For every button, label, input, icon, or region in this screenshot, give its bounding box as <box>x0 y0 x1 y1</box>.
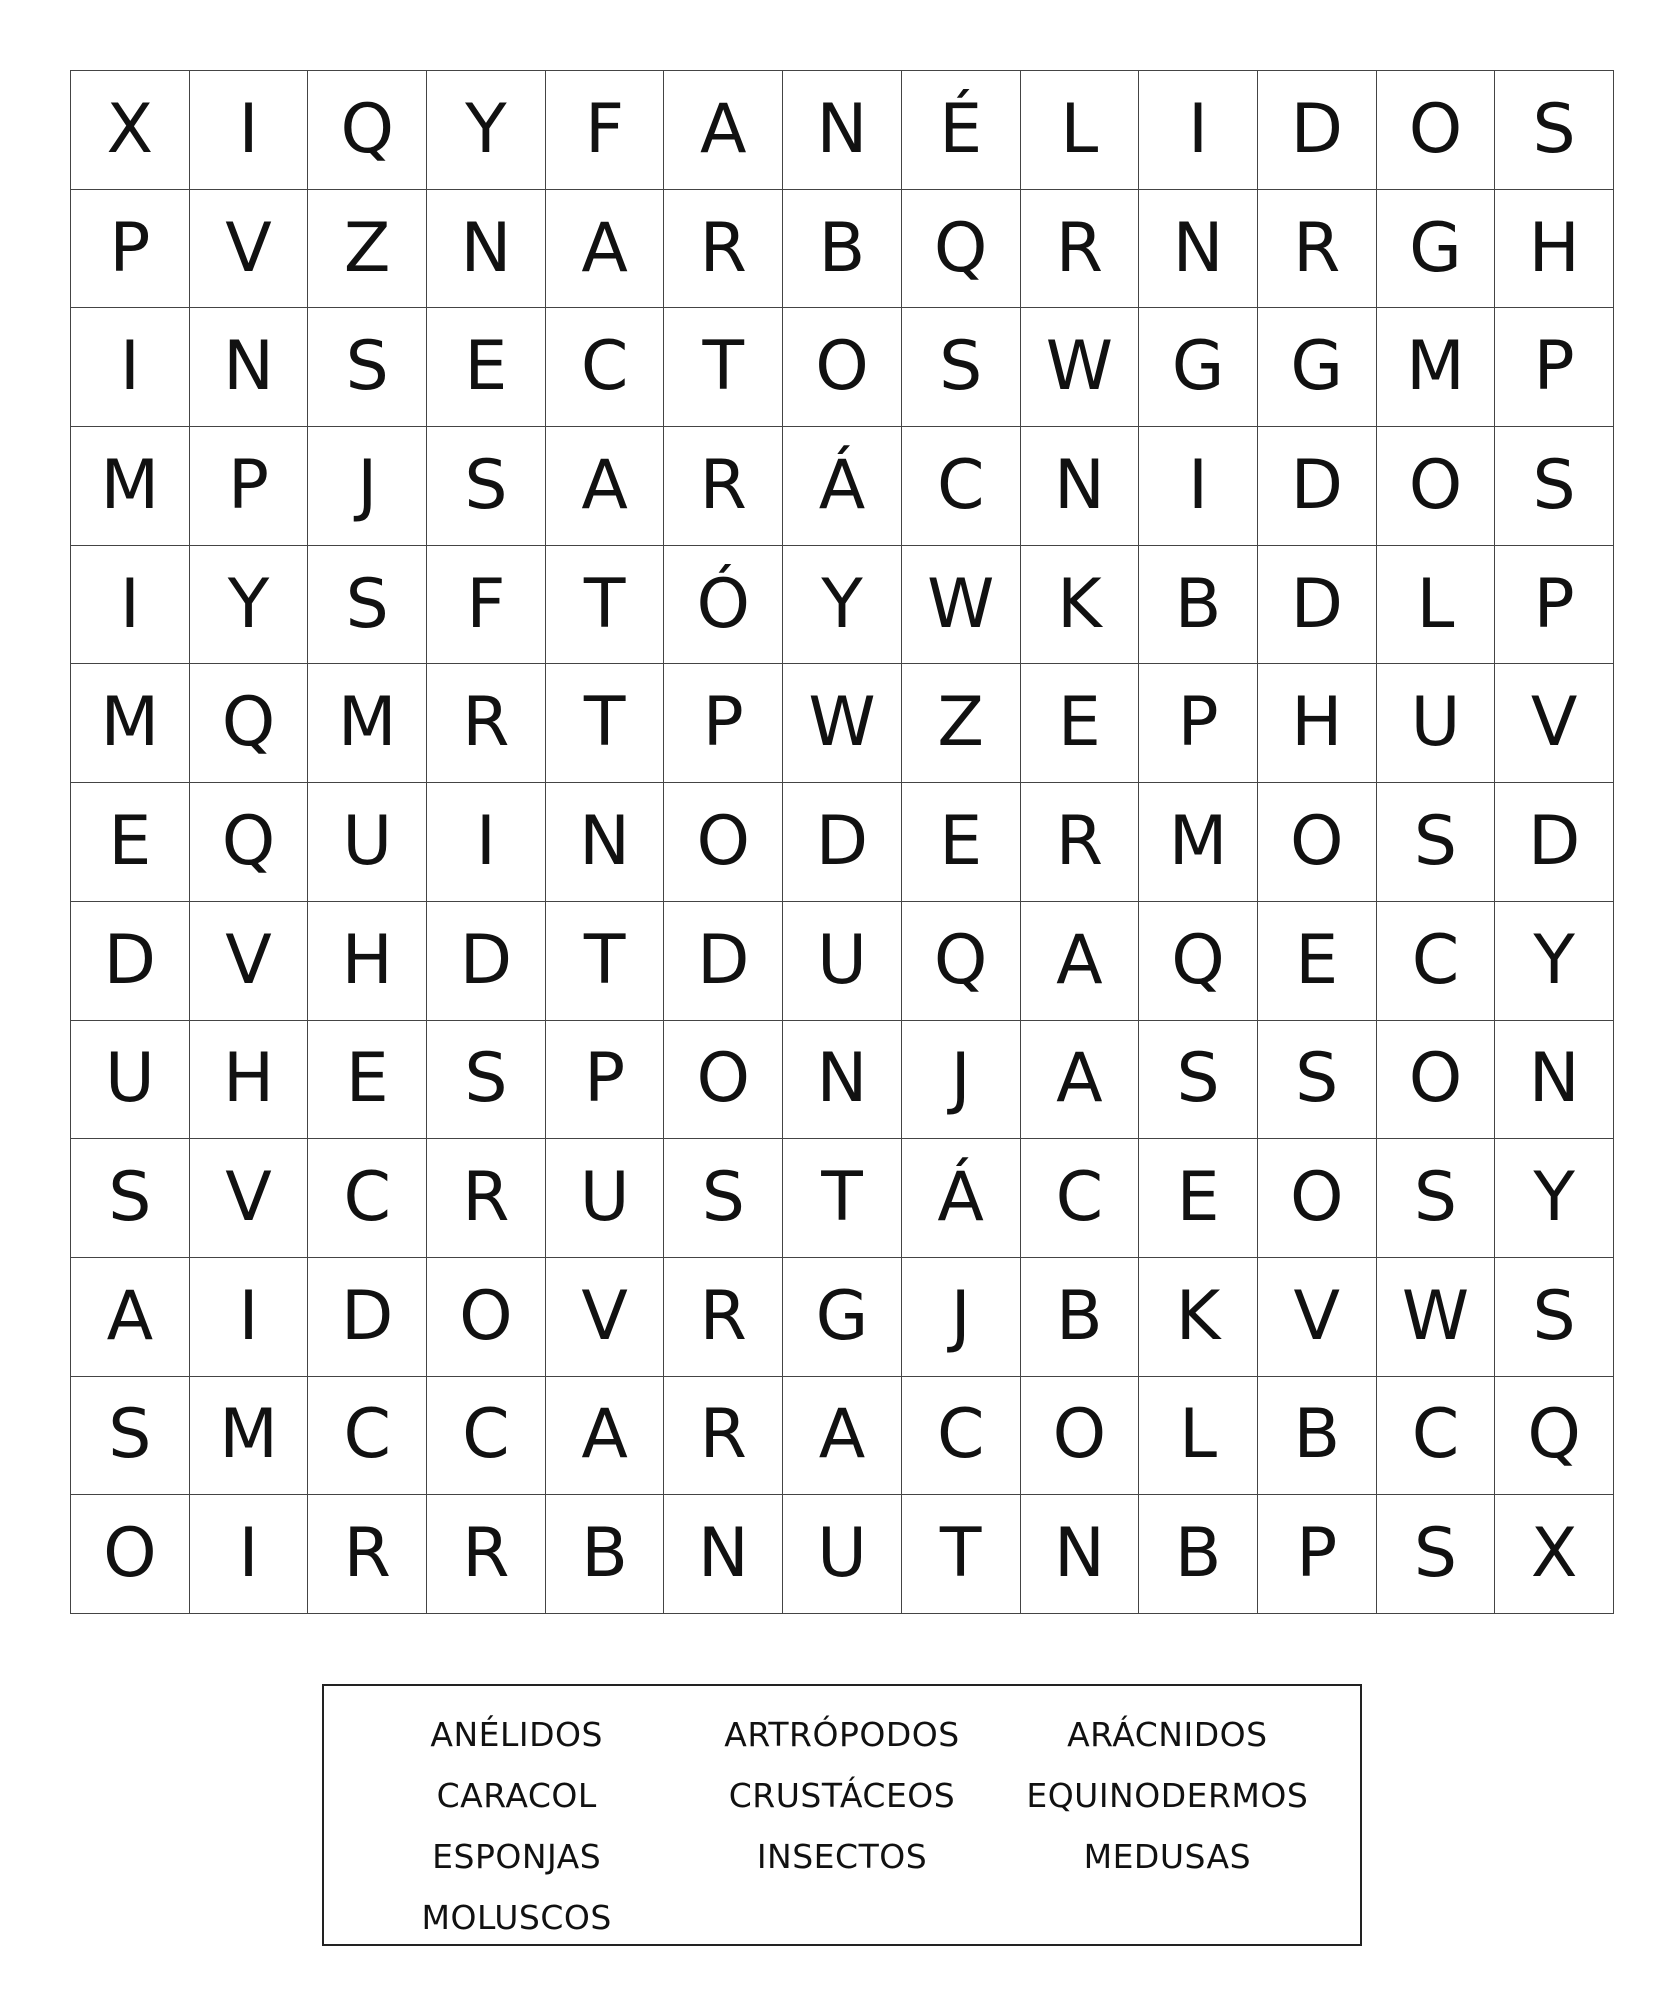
grid-cell[interactable]: W <box>783 664 902 783</box>
grid-cell[interactable]: B <box>1021 1258 1140 1377</box>
grid-cell[interactable]: Q <box>1139 902 1258 1021</box>
grid-cell[interactable]: P <box>546 1021 665 1140</box>
grid-cell[interactable]: S <box>1258 1021 1377 1140</box>
grid-cell[interactable]: U <box>783 1495 902 1614</box>
grid-cell[interactable]: H <box>1258 664 1377 783</box>
grid-cell[interactable]: M <box>1139 783 1258 902</box>
grid-cell[interactable]: F <box>427 546 546 665</box>
grid-cell[interactable]: D <box>1258 546 1377 665</box>
grid-cell[interactable]: S <box>664 1139 783 1258</box>
grid-cell[interactable]: L <box>1139 1377 1258 1496</box>
grid-cell[interactable]: R <box>664 190 783 309</box>
grid-cell[interactable]: R <box>1258 190 1377 309</box>
grid-cell[interactable]: C <box>902 1377 1021 1496</box>
grid-cell[interactable]: P <box>1495 308 1614 427</box>
grid-cell[interactable]: C <box>546 308 665 427</box>
word-list-item: CARACOL <box>436 1776 597 1815</box>
grid-cell[interactable]: A <box>1021 902 1140 1021</box>
grid-cell[interactable]: T <box>546 902 665 1021</box>
grid-cell[interactable]: P <box>1139 664 1258 783</box>
grid-cell[interactable]: A <box>783 1377 902 1496</box>
grid-cell[interactable]: I <box>1139 427 1258 546</box>
grid-cell[interactable]: C <box>308 1139 427 1258</box>
grid-cell[interactable]: Q <box>1495 1377 1614 1496</box>
grid-cell[interactable]: Z <box>902 664 1021 783</box>
grid-cell[interactable]: B <box>783 190 902 309</box>
grid-cell[interactable]: B <box>1139 1495 1258 1614</box>
grid-cell[interactable]: S <box>1139 1021 1258 1140</box>
grid-cell[interactable]: X <box>1495 1495 1614 1614</box>
grid-cell[interactable]: O <box>1377 427 1496 546</box>
grid-cell[interactable]: I <box>71 308 190 427</box>
grid-cell[interactable]: V <box>190 190 309 309</box>
grid-cell[interactable]: R <box>308 1495 427 1614</box>
grid-cell[interactable]: P <box>71 190 190 309</box>
grid-cell[interactable]: O <box>1258 1139 1377 1258</box>
grid-cell[interactable]: O <box>71 1495 190 1614</box>
grid-cell[interactable]: N <box>664 1495 783 1614</box>
grid-cell[interactable]: C <box>902 427 1021 546</box>
grid-cell[interactable]: G <box>783 1258 902 1377</box>
grid-cell[interactable]: E <box>1258 902 1377 1021</box>
grid-cell[interactable]: S <box>1377 1139 1496 1258</box>
grid-cell[interactable]: L <box>1021 71 1140 190</box>
grid-cell[interactable]: N <box>1495 1021 1614 1140</box>
grid-cell[interactable]: Á <box>902 1139 1021 1258</box>
grid-cell[interactable]: Y <box>783 546 902 665</box>
grid-cell[interactable]: P <box>1495 546 1614 665</box>
grid-cell[interactable]: D <box>427 902 546 1021</box>
grid-cell[interactable]: W <box>1377 1258 1496 1377</box>
word-list <box>322 1684 1362 1946</box>
grid-cell[interactable]: E <box>1139 1139 1258 1258</box>
grid-cell[interactable]: R <box>664 1377 783 1496</box>
word-list-item: CRUSTÁCEOS <box>728 1776 956 1815</box>
grid-cell[interactable]: K <box>1139 1258 1258 1377</box>
grid-cell[interactable]: R <box>427 664 546 783</box>
grid-cell[interactable]: Y <box>427 71 546 190</box>
grid-cell[interactable]: I <box>190 1495 309 1614</box>
grid-cell[interactable]: O <box>1377 71 1496 190</box>
grid-cell[interactable]: C <box>1377 902 1496 1021</box>
grid-cell[interactable]: N <box>1139 190 1258 309</box>
grid-cell[interactable]: Q <box>190 783 309 902</box>
grid-cell[interactable]: L <box>1377 546 1496 665</box>
grid-cell[interactable]: V <box>1258 1258 1377 1377</box>
grid-cell[interactable]: S <box>902 308 1021 427</box>
grid-cell[interactable]: É <box>902 71 1021 190</box>
grid-cell[interactable]: S <box>71 1377 190 1496</box>
grid-cell[interactable]: M <box>1377 308 1496 427</box>
grid-cell[interactable]: I <box>71 546 190 665</box>
grid-cell[interactable]: E <box>71 783 190 902</box>
grid-cell[interactable]: S <box>1377 783 1496 902</box>
grid-cell[interactable]: P <box>1258 1495 1377 1614</box>
grid-cell[interactable]: O <box>1258 783 1377 902</box>
word-list-item: EQUINODERMOS <box>1026 1776 1309 1815</box>
grid-cell[interactable]: D <box>1258 427 1377 546</box>
grid-cell[interactable]: M <box>71 427 190 546</box>
grid-cell[interactable]: N <box>427 190 546 309</box>
grid-cell[interactable]: G <box>1139 308 1258 427</box>
grid-cell[interactable]: S <box>1495 1258 1614 1377</box>
grid-cell[interactable]: O <box>1021 1377 1140 1496</box>
word-list-item: MOLUSCOS <box>421 1898 612 1937</box>
grid-cell[interactable]: H <box>190 1021 309 1140</box>
grid-cell[interactable]: Q <box>902 190 1021 309</box>
grid-cell[interactable]: D <box>783 783 902 902</box>
grid-cell[interactable]: F <box>546 71 665 190</box>
grid-cell[interactable]: A <box>664 71 783 190</box>
grid-cell[interactable]: N <box>190 308 309 427</box>
grid-cell[interactable]: U <box>783 902 902 1021</box>
grid-cell[interactable]: E <box>308 1021 427 1140</box>
grid-cell[interactable]: N <box>1021 427 1140 546</box>
grid-cell[interactable]: E <box>1021 664 1140 783</box>
word-list-item: ANÉLIDOS <box>430 1715 603 1754</box>
word-list-item: ESPONJAS <box>432 1837 602 1876</box>
grid-cell[interactable]: Z <box>308 190 427 309</box>
grid-cell[interactable]: J <box>902 1021 1021 1140</box>
grid-cell[interactable]: V <box>546 1258 665 1377</box>
grid-cell[interactable]: T <box>783 1139 902 1258</box>
grid-cell[interactable]: O <box>664 1021 783 1140</box>
grid-cell[interactable]: N <box>783 71 902 190</box>
grid-cell[interactable]: R <box>427 1139 546 1258</box>
grid-cell[interactable]: U <box>308 783 427 902</box>
grid-cell[interactable]: P <box>664 664 783 783</box>
grid-cell[interactable]: P <box>190 427 309 546</box>
grid-cell[interactable]: R <box>1021 190 1140 309</box>
grid-cell[interactable]: G <box>1258 308 1377 427</box>
grid-cell[interactable]: U <box>71 1021 190 1140</box>
grid-cell[interactable]: W <box>902 546 1021 665</box>
grid-cell[interactable]: T <box>664 308 783 427</box>
grid-cell[interactable]: I <box>190 71 309 190</box>
grid-cell[interactable]: M <box>190 1377 309 1496</box>
grid-cell[interactable]: S <box>1495 427 1614 546</box>
grid-cell[interactable]: Q <box>308 71 427 190</box>
grid-cell[interactable]: R <box>664 427 783 546</box>
grid-cell[interactable]: C <box>1377 1377 1496 1496</box>
grid-cell[interactable]: B <box>1139 546 1258 665</box>
grid-cell[interactable]: J <box>308 427 427 546</box>
grid-cell[interactable]: U <box>546 1139 665 1258</box>
grid-cell[interactable]: C <box>308 1377 427 1496</box>
grid-cell[interactable]: T <box>546 664 665 783</box>
grid-cell[interactable]: V <box>190 902 309 1021</box>
grid-cell[interactable]: N <box>783 1021 902 1140</box>
grid-cell[interactable]: O <box>783 308 902 427</box>
grid-cell[interactable]: O <box>664 783 783 902</box>
grid-cell[interactable]: D <box>1495 783 1614 902</box>
grid-cell[interactable]: N <box>546 783 665 902</box>
grid-cell[interactable]: A <box>546 427 665 546</box>
grid-cell[interactable]: E <box>902 783 1021 902</box>
grid-cell[interactable]: T <box>546 546 665 665</box>
grid-cell[interactable]: S <box>71 1139 190 1258</box>
grid-cell[interactable]: D <box>664 902 783 1021</box>
grid-cell[interactable]: B <box>1258 1377 1377 1496</box>
grid-cell[interactable]: X <box>71 71 190 190</box>
grid-cell[interactable]: T <box>902 1495 1021 1614</box>
grid-cell[interactable]: I <box>427 783 546 902</box>
grid-cell[interactable]: D <box>308 1258 427 1377</box>
grid-cell[interactable]: S <box>308 308 427 427</box>
grid-cell[interactable]: O <box>1377 1021 1496 1140</box>
grid-cell[interactable]: D <box>71 902 190 1021</box>
grid-cell[interactable]: Q <box>190 664 309 783</box>
grid-cell[interactable]: U <box>1377 664 1496 783</box>
grid-cell[interactable]: R <box>427 1495 546 1614</box>
grid-cell[interactable]: S <box>427 427 546 546</box>
grid-cell[interactable]: E <box>427 308 546 427</box>
grid-cell[interactable]: S <box>1377 1495 1496 1614</box>
grid-cell[interactable]: C <box>1021 1139 1140 1258</box>
grid-cell[interactable]: I <box>190 1258 309 1377</box>
grid-cell[interactable]: A <box>71 1258 190 1377</box>
grid-cell[interactable]: Y <box>190 546 309 665</box>
grid-cell[interactable]: B <box>546 1495 665 1614</box>
grid-cell[interactable]: W <box>1021 308 1140 427</box>
grid-cell[interactable]: A <box>1021 1021 1140 1140</box>
grid-cell[interactable]: V <box>1495 664 1614 783</box>
grid-cell[interactable]: Y <box>1495 1139 1614 1258</box>
grid-cell[interactable]: H <box>308 902 427 1021</box>
grid-cell[interactable]: I <box>1139 71 1258 190</box>
grid-cell[interactable]: S <box>1495 71 1614 190</box>
grid-cell[interactable]: G <box>1377 190 1496 309</box>
grid-cell[interactable]: Y <box>1495 902 1614 1021</box>
grid-cell[interactable]: O <box>427 1258 546 1377</box>
word-list-item: ARTRÓPODOS <box>724 1715 960 1754</box>
word-search-grid <box>70 70 1614 1614</box>
grid-cell[interactable]: M <box>71 664 190 783</box>
grid-cell[interactable]: S <box>308 546 427 665</box>
word-list-item: ARÁCNIDOS <box>1067 1715 1268 1754</box>
grid-cell[interactable]: A <box>546 190 665 309</box>
word-list-item: MEDUSAS <box>1083 1837 1252 1876</box>
grid-cell[interactable]: V <box>190 1139 309 1258</box>
grid-cell[interactable]: H <box>1495 190 1614 309</box>
word-list-item: INSECTOS <box>756 1837 928 1876</box>
grid-cell[interactable]: C <box>427 1377 546 1496</box>
grid-cell[interactable]: S <box>427 1021 546 1140</box>
grid-cell[interactable]: Á <box>783 427 902 546</box>
grid-cell[interactable]: M <box>308 664 427 783</box>
grid-cell[interactable]: N <box>1021 1495 1140 1614</box>
grid-cell[interactable]: K <box>1021 546 1140 665</box>
grid-cell[interactable]: Ó <box>664 546 783 665</box>
grid-cell[interactable]: R <box>1021 783 1140 902</box>
grid-cell[interactable]: A <box>546 1377 665 1496</box>
grid-cell[interactable]: D <box>1258 71 1377 190</box>
grid-cell[interactable]: J <box>902 1258 1021 1377</box>
grid-cell[interactable]: R <box>664 1258 783 1377</box>
grid-cell[interactable]: Q <box>902 902 1021 1021</box>
